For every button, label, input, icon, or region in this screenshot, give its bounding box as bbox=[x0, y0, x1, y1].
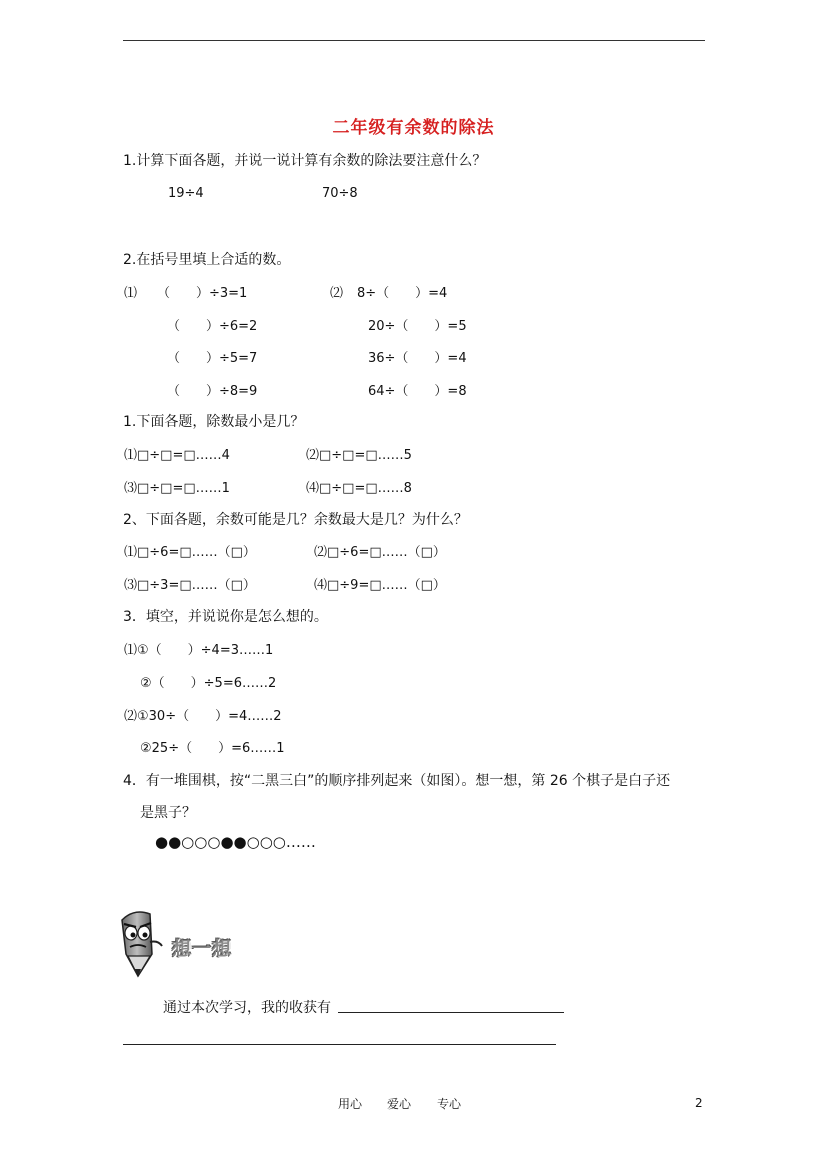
q3-heading: 1.下面各题，除数最小是几？ bbox=[123, 414, 305, 430]
q2-left-1: （ ）÷3=1 bbox=[157, 286, 248, 301]
go-stones-sequence: ●●○○○●●○○○…… bbox=[155, 833, 316, 851]
q3-item-4: ⑷□÷□=□……8 bbox=[306, 481, 412, 496]
think-banner bbox=[112, 906, 242, 981]
think-banner-text: 想一想 bbox=[172, 938, 233, 960]
q3-item-1: ⑴□÷□=□……4 bbox=[124, 448, 230, 463]
q3-item-2: ⑵□÷□=□……5 bbox=[306, 448, 412, 463]
q4-item-3: ⑶□÷3=□……（□） bbox=[124, 578, 256, 593]
q2-right-4: 64÷（ ）=8 bbox=[368, 384, 467, 399]
q4-item-4: ⑷□÷9=□……（□） bbox=[314, 578, 446, 593]
q2-heading: 2.在括号里填上合适的数。 bbox=[123, 252, 291, 268]
footer-item-2: 爱心 bbox=[387, 1097, 412, 1111]
q4-heading: 2、下面各题，余数可能是几？余数最大是几？为什么？ bbox=[123, 512, 468, 528]
q2-label-1: ⑴ bbox=[124, 286, 138, 301]
header-rule bbox=[123, 40, 705, 41]
q2-right-1: 8÷（ ）=4 bbox=[357, 286, 448, 301]
q2-left-2: （ ）÷6=2 bbox=[167, 319, 258, 334]
q5-item-1: ⑴①（ ）÷4=3……1 bbox=[124, 643, 274, 658]
q2-left-3: （ ）÷5=7 bbox=[167, 351, 258, 366]
footer-item-1: 用心 bbox=[338, 1097, 363, 1111]
q1-heading: 1.计算下面各题，并说一说计算有余数的除法要注意什么？ bbox=[123, 153, 487, 169]
q4-item-1: ⑴□÷6=□……（□） bbox=[124, 545, 256, 560]
harvest-answer-line-1[interactable] bbox=[338, 1012, 564, 1013]
q3-item-3: ⑶□÷□=□……1 bbox=[124, 481, 230, 496]
q2-right-3: 36÷（ ）=4 bbox=[368, 351, 467, 366]
q5-item-2: ②（ ）÷5=6……2 bbox=[140, 676, 277, 691]
harvest-prompt: 通过本次学习，我的收获有 bbox=[163, 1000, 331, 1016]
q2-label-2: ⑵ bbox=[330, 286, 344, 301]
harvest-answer-line-2[interactable] bbox=[123, 1044, 556, 1045]
q6-line-2: 是黑子？ bbox=[140, 805, 196, 821]
footer-item-3: 专心 bbox=[437, 1097, 462, 1111]
q1-item-1: 19÷4 bbox=[168, 186, 204, 201]
q5-heading: 3．填空，并说说你是怎么想的。 bbox=[123, 609, 328, 625]
page-number: 2 bbox=[695, 1096, 703, 1110]
q1-item-2: 70÷8 bbox=[322, 186, 358, 201]
q5-item-4: ②25÷（ ）=6……1 bbox=[140, 741, 285, 756]
q2-right-2: 20÷（ ）=5 bbox=[368, 319, 467, 334]
q2-left-4: （ ）÷8=9 bbox=[167, 384, 258, 399]
q6-line-1: 4．有一堆围棋，按“二黑三白”的顺序排列起来（如图）。想一想，第 26 个棋子是白子还 bbox=[123, 773, 671, 789]
page-title: 二年级有余数的除法 bbox=[332, 118, 495, 138]
q5-item-3: ⑵①30÷（ ）=4……2 bbox=[124, 709, 282, 724]
q4-item-2: ⑵□÷6=□……（□） bbox=[314, 545, 446, 560]
